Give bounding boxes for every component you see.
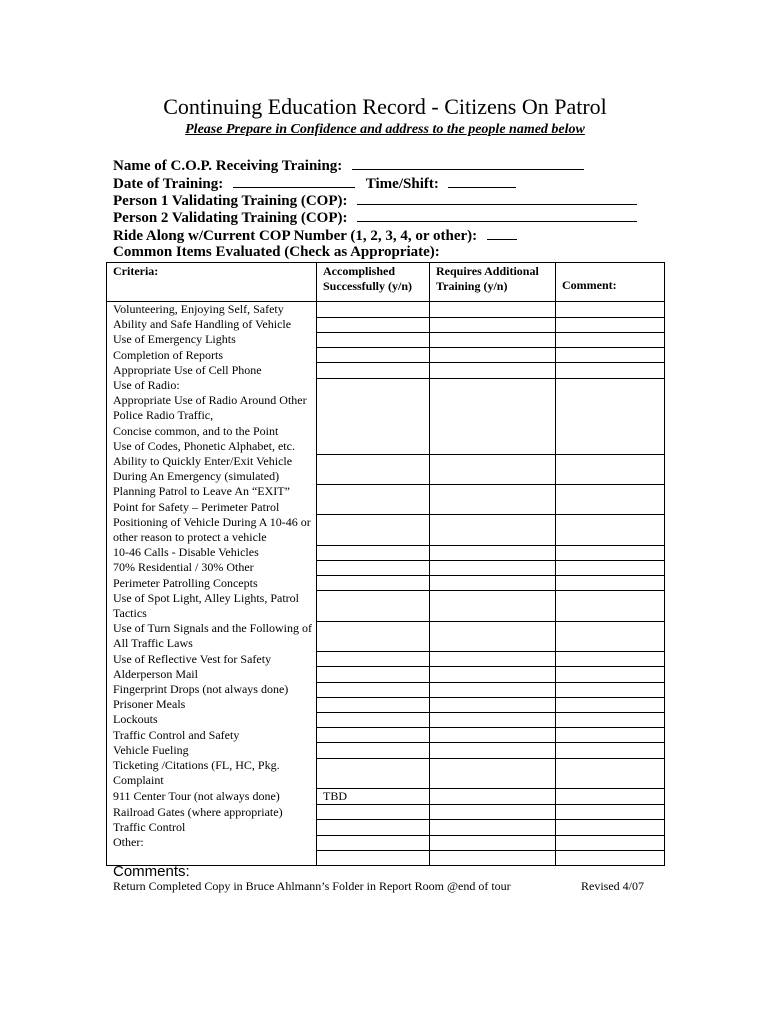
comment-cell[interactable]: [556, 652, 665, 667]
criteria-cell: Use of Emergency Lights: [107, 332, 317, 347]
criteria-cell: Fingerprint Drops (not always done): [107, 682, 317, 697]
accomplished-cell[interactable]: [317, 332, 430, 347]
comment-cell[interactable]: [556, 621, 665, 651]
criteria-cell: Perimeter Patrolling Concepts: [107, 576, 317, 591]
requires-training-cell[interactable]: [430, 850, 556, 865]
comment-cell[interactable]: [556, 835, 665, 850]
table-row: [107, 697, 665, 712]
requires-training-cell[interactable]: [430, 805, 556, 820]
accomplished-cell[interactable]: [317, 515, 430, 545]
accomplished-cell[interactable]: [317, 454, 430, 484]
accomplished-cell[interactable]: [317, 378, 430, 454]
accomplished-cell[interactable]: [317, 348, 430, 363]
requires-training-cell[interactable]: [430, 820, 556, 835]
requires-training-cell[interactable]: [430, 378, 556, 454]
table-row: [107, 484, 665, 514]
criteria-cell: Prisoner Meals: [107, 697, 317, 712]
table-row: [107, 545, 665, 560]
requires-training-cell[interactable]: [430, 317, 556, 332]
criteria-cell: Ability to Quickly Enter/Exit Vehicle During An Emergency (simulated): [107, 454, 317, 484]
comment-cell[interactable]: [556, 850, 665, 865]
table-row: [107, 576, 665, 591]
requires-training-cell[interactable]: [430, 591, 556, 621]
accomplished-cell[interactable]: [317, 697, 430, 712]
accomplished-cell[interactable]: [317, 576, 430, 591]
accomplished-cell[interactable]: [317, 712, 430, 727]
person2-blank[interactable]: [357, 209, 637, 222]
table-row: [107, 789, 665, 805]
table-row: [107, 743, 665, 758]
table-row: [107, 378, 665, 454]
person1-label: Person 1 Validating Training (COP):: [113, 193, 348, 209]
requires-training-cell[interactable]: [430, 454, 556, 484]
table-row: [107, 682, 665, 697]
criteria-cell: Traffic Control and Safety: [107, 728, 317, 743]
accomplished-cell[interactable]: [317, 591, 430, 621]
comment-cell[interactable]: [556, 682, 665, 697]
criteria-cell: Completion of Reports: [107, 348, 317, 363]
table-row: [107, 667, 665, 682]
criteria-header: Criteria:: [107, 263, 317, 302]
accomplished-cell[interactable]: [317, 363, 430, 378]
accomplished-cell[interactable]: [317, 728, 430, 743]
requires-training-cell[interactable]: [430, 758, 556, 788]
comment-cell[interactable]: [556, 743, 665, 758]
comment-cell[interactable]: [556, 820, 665, 835]
criteria-cell: Ability and Safe Handling of Vehicle: [107, 317, 317, 332]
common-items-label: Common Items Evaluated (Check as Appropriate):: [113, 244, 440, 260]
accomplished-header: Accomplished Successfully (y/n): [317, 263, 430, 302]
table-header-row: [107, 263, 665, 302]
criteria-cell: Positioning of Vehicle During A 10-46 or other reason to protect a vehicle: [107, 515, 317, 545]
table-row-blank: [107, 850, 665, 865]
criteria-cell: 911 Center Tour (not always done): [107, 789, 317, 805]
table-row: [107, 712, 665, 727]
accomplished-cell[interactable]: [317, 835, 430, 850]
name-field-row: [113, 157, 584, 175]
comment-cell[interactable]: [556, 317, 665, 332]
table-row: [107, 560, 665, 575]
criteria-cell: 70% Residential / 30% Other: [107, 560, 317, 575]
comment-cell[interactable]: [556, 576, 665, 591]
criteria-cell: Planning Patrol to Leave An “EXIT” Point for Safety – Perimeter Patrol: [107, 484, 317, 514]
person2-field-row: [113, 209, 637, 227]
requires-training-cell[interactable]: [430, 682, 556, 697]
requires-training-cell[interactable]: [430, 728, 556, 743]
accomplished-cell[interactable]: [317, 545, 430, 560]
table-row: [107, 332, 665, 347]
comment-cell[interactable]: [556, 805, 665, 820]
ride-along-field-row: [113, 227, 517, 245]
time-blank[interactable]: [448, 175, 516, 188]
accomplished-cell[interactable]: [317, 560, 430, 575]
accomplished-cell[interactable]: [317, 850, 430, 865]
person1-field-row: [113, 192, 637, 210]
requires-training-cell[interactable]: [430, 515, 556, 545]
comment-cell[interactable]: [556, 789, 665, 805]
requires-training-cell[interactable]: [430, 560, 556, 575]
comment-cell[interactable]: [556, 560, 665, 575]
requires-training-cell[interactable]: [430, 348, 556, 363]
comment-cell[interactable]: [556, 758, 665, 788]
table-row: [107, 363, 665, 378]
comment-cell[interactable]: [556, 712, 665, 727]
comment-cell[interactable]: [556, 332, 665, 347]
criteria-cell: 10-46 Calls - Disable Vehicles: [107, 545, 317, 560]
requires-training-cell[interactable]: [430, 667, 556, 682]
accomplished-cell[interactable]: [317, 652, 430, 667]
table-row: [107, 302, 665, 318]
revision-date: Revised 4/07: [581, 879, 644, 893]
criteria-cell: Vehicle Fueling: [107, 743, 317, 758]
comment-cell[interactable]: [556, 378, 665, 454]
table-row: [107, 348, 665, 363]
accomplished-cell[interactable]: [317, 484, 430, 514]
requires-training-cell[interactable]: [430, 652, 556, 667]
criteria-cell: Use of Reflective Vest for Safety: [107, 652, 317, 667]
return-instructions: Return Completed Copy in Bruce Ahlmann’s Folder in Report Room @end of tour: [113, 879, 511, 893]
requires-training-cell[interactable]: [430, 697, 556, 712]
requires-training-cell[interactable]: [430, 545, 556, 560]
comment-cell[interactable]: [556, 515, 665, 545]
criteria-cell: Ticketing /Citations (FL, HC, Pkg. Complaint: [107, 758, 317, 788]
table-row: [107, 454, 665, 484]
requires-training-cell[interactable]: [430, 621, 556, 651]
person2-label: Person 2 Validating Training (COP):: [113, 210, 348, 226]
criteria-cell: Use of Turn Signals and the Following of All Traffic Laws: [107, 621, 317, 651]
table-row: [107, 317, 665, 332]
accomplished-cell[interactable]: [317, 667, 430, 682]
comments-label: Comments:: [113, 863, 190, 880]
common-items-row: [113, 244, 440, 261]
requires-training-cell[interactable]: [430, 332, 556, 347]
comment-cell[interactable]: [556, 697, 665, 712]
criteria-cell: Alderperson Mail: [107, 667, 317, 682]
table-row: [107, 515, 665, 545]
accomplished-cell[interactable]: [317, 317, 430, 332]
page-title: Continuing Education Record - Citizens On Patrol: [163, 94, 607, 119]
requires-training-cell[interactable]: [430, 712, 556, 727]
comment-cell[interactable]: [556, 591, 665, 621]
person1-blank[interactable]: [357, 192, 637, 205]
criteria-cell: Use of Radio: Appropriate Use of Radio Around Other Police Radio Traffic, Concise common, and to the Point Use of Codes, Phonetic Alphabet, etc.: [107, 378, 317, 454]
table-row: [107, 835, 665, 850]
table-row: [107, 621, 665, 651]
table-row: [107, 758, 665, 788]
accomplished-cell[interactable]: [317, 743, 430, 758]
requires-training-cell[interactable]: [430, 576, 556, 591]
comment-cell[interactable]: [556, 667, 665, 682]
comment-cell[interactable]: [556, 454, 665, 484]
criteria-cell: Railroad Gates (where appropriate): [107, 805, 317, 820]
date-field-row: [113, 175, 516, 193]
requires-training-cell[interactable]: [430, 835, 556, 850]
requires-training-cell[interactable]: [430, 302, 556, 318]
criteria-cell: Other:: [107, 835, 317, 850]
requires-training-cell[interactable]: [430, 484, 556, 514]
accomplished-cell[interactable]: [317, 302, 430, 318]
requires-training-cell[interactable]: [430, 789, 556, 805]
criteria-cell: Traffic Control: [107, 820, 317, 835]
date-label: Date of Training:: [113, 176, 224, 192]
table-row: [107, 591, 665, 621]
criteria-cell: Use of Spot Light, Alley Lights, Patrol Tactics: [107, 591, 317, 621]
criteria-cell: Lockouts: [107, 712, 317, 727]
table-row: [107, 728, 665, 743]
name-blank[interactable]: [352, 157, 584, 170]
name-label: Name of C.O.P. Receiving Training:: [113, 158, 343, 174]
table-row: [107, 652, 665, 667]
table-row: [107, 805, 665, 820]
requires-training-cell[interactable]: [430, 743, 556, 758]
accomplished-cell[interactable]: [317, 621, 430, 651]
comment-cell[interactable]: [556, 302, 665, 318]
accomplished-cell[interactable]: [317, 758, 430, 788]
comment-cell[interactable]: [556, 363, 665, 378]
criteria-table: [106, 262, 665, 866]
table-row: [107, 820, 665, 835]
ride-along-blank[interactable]: [487, 227, 517, 240]
criteria-cell: Appropriate Use of Cell Phone: [107, 363, 317, 378]
comment-cell[interactable]: [556, 348, 665, 363]
comment-cell[interactable]: [556, 545, 665, 560]
time-label: Time/Shift:: [365, 176, 439, 192]
date-blank[interactable]: [233, 175, 355, 188]
comment-header: Comment:: [556, 263, 665, 302]
accomplished-cell[interactable]: [317, 682, 430, 697]
criteria-cell: Volunteering, Enjoying Self, Safety: [107, 302, 317, 318]
accomplished-cell[interactable]: TBD: [317, 789, 430, 805]
accomplished-cell[interactable]: [317, 820, 430, 835]
comment-cell[interactable]: [556, 484, 665, 514]
comment-cell[interactable]: [556, 728, 665, 743]
accomplished-cell[interactable]: [317, 805, 430, 820]
requires-training-header: Requires Additional Training (y/n): [430, 263, 556, 302]
page-subtitle: Please Prepare in Confidence and address to the people named below: [185, 122, 585, 137]
requires-training-cell[interactable]: [430, 363, 556, 378]
ride-along-label: Ride Along w/Current COP Number (1, 2, 3, 4, or other):: [113, 228, 478, 244]
